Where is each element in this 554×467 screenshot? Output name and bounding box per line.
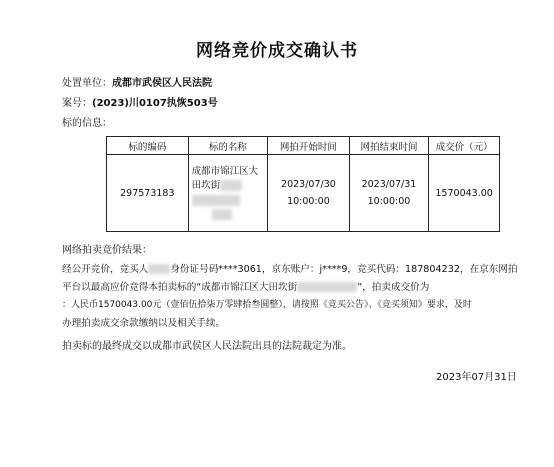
item-code-cell: 297573183 <box>107 155 189 232</box>
disposal-unit-value: 成都市武侯区人民法院 <box>112 78 212 89</box>
start-time: 10:00:00 <box>287 196 330 207</box>
header-end-time: 网拍结束时间 <box>349 137 428 155</box>
redacted-text <box>220 180 242 191</box>
redacted-text <box>212 209 232 220</box>
final-note: 拍卖标的最终成交以成都市武侯区人民法院出具的法院裁定为准。 <box>62 341 352 352</box>
redacted-text <box>148 264 170 274</box>
end-date: 2023/07/31 <box>361 179 417 190</box>
item-name-line2-wrap <box>192 179 264 193</box>
item-name-cell <box>188 155 267 232</box>
result-paragraph <box>62 262 518 331</box>
result-text: ”，拍卖成交价为 <box>357 282 430 293</box>
end-time-cell <box>349 155 428 232</box>
redacted-line <box>192 193 264 207</box>
result-line-1 <box>62 262 518 277</box>
start-time-cell <box>268 155 350 232</box>
item-info-label: 标的信息： <box>62 118 112 129</box>
result-text: 平台以最高应价竞得本拍卖标的“成都市锦江区大田坎街 <box>62 282 298 293</box>
result-line-4: 办理拍卖成交余款缴纳以及相关手续。 <box>62 318 226 329</box>
header-item-code: 标的编码 <box>107 137 189 155</box>
redacted-text <box>192 195 240 206</box>
end-time: 10:00:00 <box>367 196 411 207</box>
item-info-table <box>106 136 500 232</box>
item-name-line2: 田坎街 <box>191 180 221 191</box>
header-price: 成交价（元） <box>429 137 500 155</box>
result-line-3: ：人民币1570043.00元（壹佰伍拾柒万零肆拾叁圆整），请按照《竞买公告》、《竞买须知》要求，及时 <box>62 300 472 310</box>
table-row <box>107 155 500 232</box>
page-title: 网络竞价成交确认书 <box>196 41 358 61</box>
price-cell: 1570043.00 <box>429 155 500 232</box>
document-date: 2023年07月31日 <box>436 372 517 383</box>
case-number-value: (2023)川0107执恢503号 <box>92 98 218 109</box>
result-text: 经公开竞价，竞买人 <box>62 264 149 275</box>
item-name-line1: 成都市锦江区大 <box>191 166 259 177</box>
result-line-2 <box>62 280 502 295</box>
disposal-unit <box>62 74 212 89</box>
case-number-label: 案号： <box>62 98 92 109</box>
redacted-text <box>297 282 357 292</box>
result-text: 身份证号码****3061，京东账户：j****9，竞买代码：187804232，在京东网拍 <box>170 264 518 275</box>
header-start-time: 网拍开始时间 <box>268 137 350 155</box>
results-label: 网络拍卖竞价结果： <box>62 245 152 256</box>
case-number <box>62 94 218 109</box>
header-item-name: 标的名称 <box>188 137 267 155</box>
redacted-line <box>192 207 264 221</box>
table-header-row <box>107 137 500 155</box>
disposal-unit-label: 处置单位： <box>62 78 112 89</box>
start-date: 2023/07/30 <box>281 179 336 190</box>
